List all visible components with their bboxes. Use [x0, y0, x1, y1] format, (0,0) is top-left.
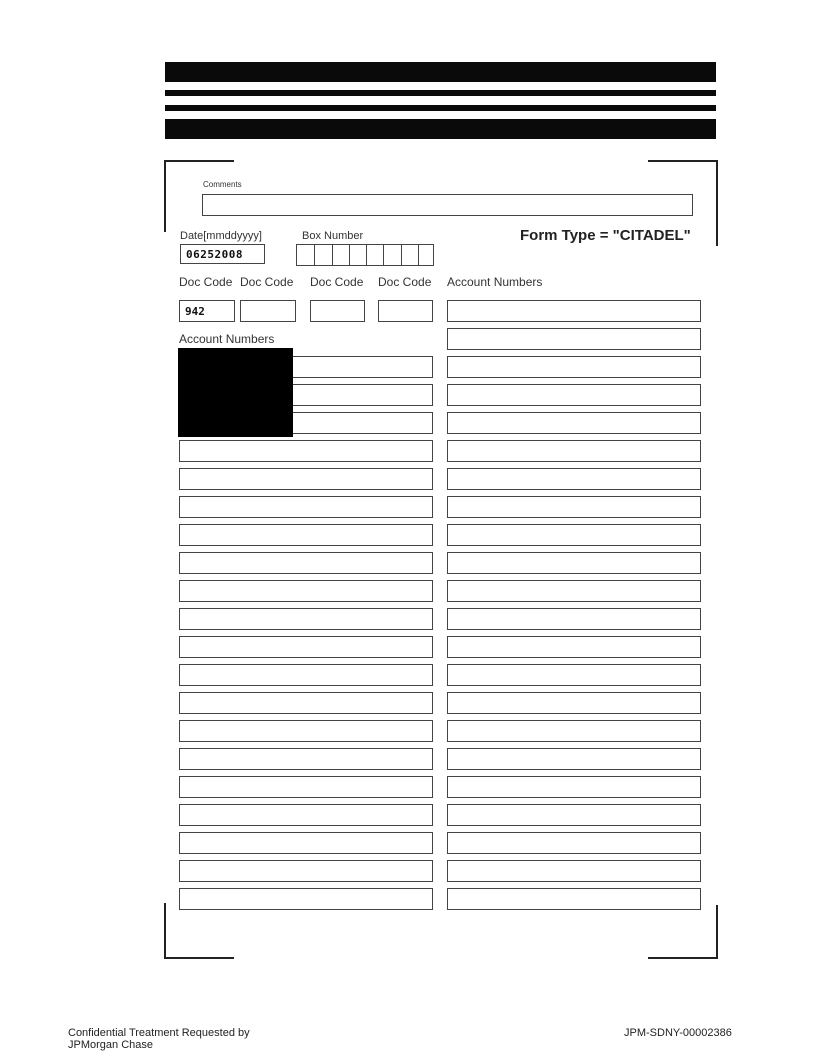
- account-number-field-left[interactable]: [179, 580, 433, 602]
- doc-code-field-3[interactable]: [310, 300, 365, 322]
- account-number-field-left[interactable]: [179, 804, 433, 826]
- account-number-field-right[interactable]: [447, 496, 701, 518]
- comments-field[interactable]: [202, 194, 693, 216]
- doc-code-field-1[interactable]: [179, 300, 235, 322]
- account-number-field-right[interactable]: [447, 636, 701, 658]
- corner-mark-bottom-right: [648, 905, 718, 959]
- box-number-cell-divider: [314, 245, 315, 265]
- header-bar-thin-1: [165, 90, 716, 96]
- account-numbers-label-right: Account Numbers: [447, 275, 543, 289]
- account-number-field-left[interactable]: [179, 664, 433, 686]
- account-number-field-right[interactable]: [447, 356, 701, 378]
- account-number-field-right[interactable]: [447, 412, 701, 434]
- header-bar-top: [165, 62, 716, 82]
- account-number-field-right[interactable]: [447, 468, 701, 490]
- box-number-cell-divider: [383, 245, 384, 265]
- date-field[interactable]: [180, 244, 265, 264]
- account-number-field-right[interactable]: [447, 860, 701, 882]
- account-numbers-label-left: Account Numbers: [179, 332, 275, 346]
- box-number-cell-divider: [349, 245, 350, 265]
- account-number-field-right[interactable]: [447, 776, 701, 798]
- account-number-field-left[interactable]: [179, 496, 433, 518]
- redaction-block: [178, 348, 293, 437]
- account-number-field-left[interactable]: [179, 832, 433, 854]
- account-number-field-left[interactable]: [179, 636, 433, 658]
- account-number-field-right[interactable]: [447, 580, 701, 602]
- account-number-field-left[interactable]: [179, 860, 433, 882]
- account-number-field-left[interactable]: [179, 748, 433, 770]
- account-number-field-right[interactable]: [447, 300, 701, 322]
- account-number-field-right[interactable]: [447, 804, 701, 826]
- box-number-cell-divider: [401, 245, 402, 265]
- account-number-field-right[interactable]: [447, 888, 701, 910]
- header-bar-bottom: [165, 119, 716, 139]
- account-number-field-left[interactable]: [179, 440, 433, 462]
- account-number-field-right[interactable]: [447, 384, 701, 406]
- footer-confidential-line2: JPMorgan Chase: [68, 1039, 153, 1051]
- date-label: Date[mmddyyyy]: [180, 230, 262, 242]
- box-number-cell-divider: [332, 245, 333, 265]
- account-number-field-left[interactable]: [179, 692, 433, 714]
- footer-bates-number: JPM-SDNY-00002386: [624, 1027, 732, 1039]
- footer-confidential-line1: Confidential Treatment Requested by: [68, 1027, 250, 1039]
- doc-code-value-1: 942: [185, 305, 205, 318]
- doc-code-label-2: Doc Code: [240, 275, 294, 289]
- account-number-field-left[interactable]: [179, 608, 433, 630]
- account-number-field-right[interactable]: [447, 748, 701, 770]
- account-number-field-right[interactable]: [447, 692, 701, 714]
- box-number-label: Box Number: [302, 230, 364, 242]
- account-number-field-right[interactable]: [447, 832, 701, 854]
- account-number-field-right[interactable]: [447, 552, 701, 574]
- doc-code-label-1: Doc Code: [179, 275, 233, 289]
- account-number-field-right[interactable]: [447, 720, 701, 742]
- account-number-field-right[interactable]: [447, 664, 701, 686]
- account-number-field-left[interactable]: [179, 468, 433, 490]
- box-number-field[interactable]: [296, 244, 434, 266]
- header-bar-thin-2: [165, 105, 716, 111]
- doc-code-label-3: Doc Code: [310, 275, 364, 289]
- comments-label: Comments: [203, 180, 242, 189]
- form-type-label: Form Type = "CITADEL": [520, 227, 691, 244]
- footer-confidential: [68, 1027, 250, 1051]
- doc-code-label-4: Doc Code: [378, 275, 432, 289]
- account-number-field-left[interactable]: [179, 524, 433, 546]
- box-number-cell-divider: [418, 245, 419, 265]
- corner-mark-bottom-left: [164, 903, 234, 959]
- account-number-field-right[interactable]: [447, 608, 701, 630]
- date-value: 06252008: [186, 248, 243, 261]
- account-number-field-right[interactable]: [447, 524, 701, 546]
- account-number-field-right[interactable]: [447, 328, 701, 350]
- box-number-cell-divider: [366, 245, 367, 265]
- doc-code-field-4[interactable]: [378, 300, 433, 322]
- account-number-field-left[interactable]: [179, 720, 433, 742]
- doc-code-field-2[interactable]: [240, 300, 296, 322]
- account-number-field-left[interactable]: [179, 552, 433, 574]
- account-number-field-left[interactable]: [179, 888, 433, 910]
- account-number-field-right[interactable]: [447, 440, 701, 462]
- account-number-field-left[interactable]: [179, 776, 433, 798]
